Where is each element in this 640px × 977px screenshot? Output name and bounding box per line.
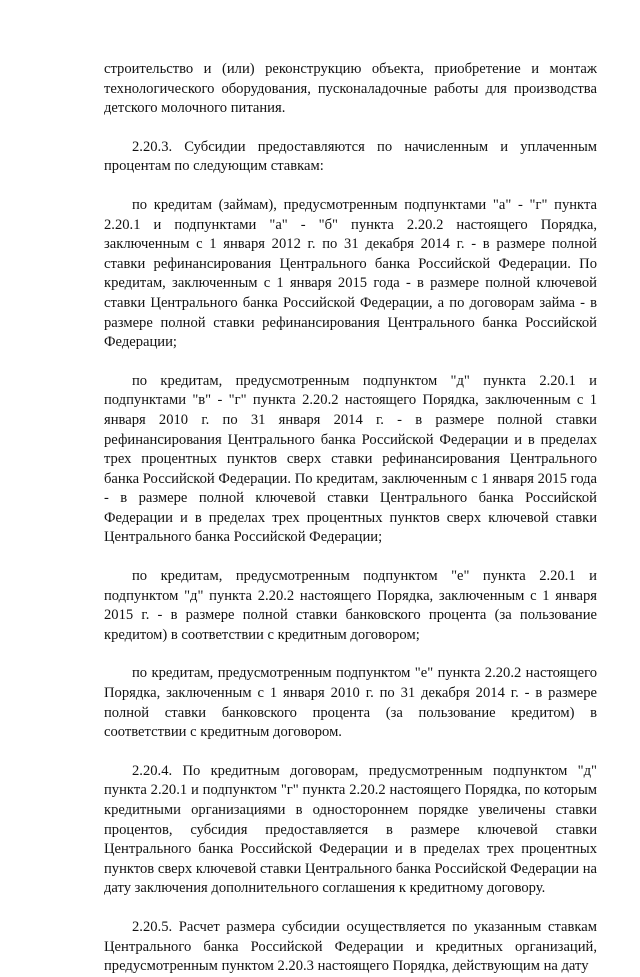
paragraph-2-20-5: 2.20.5. Расчет размера субсидии осуществляется по указанным ставкам Центрального банка Российской Федерации и кредитных организаций, предусмотренным пунктом 2.20.3 настоящего Порядка, действующим на дату [104, 918, 597, 975]
paragraph-rate-item-2: по кредитам, предусмотренным подпунктом "д" пункта 2.20.1 и подпунктами "в" - "г" пункта 2.20.2 настоящего Порядка, заключенным с 1 января 2010 г. по 31 января 2014 г. - в размере полной ставки рефинансирования Центрального банка Российской Федерации и в пределах трех процентных пунктов сверх ставки рефинансирования Центрального банка Российской Федерации. По кредитам, заключенным с 1 января 2015 года - в размере полной ключевой ставки Центрального банка Российской Федерации и в пределах трех процентных пунктов сверх ключевой ставки Центрального банка Российской Федерации; [104, 372, 597, 546]
paragraph-continuation: строительство и (или) реконструкцию объекта, приобретение и монтаж технологического оборудования, пусконаладочные работы для производства детского молочного питания. [104, 61, 597, 117]
paragraph-rate-item-1: по кредитам (займам), предусмотренным подпунктами "а" - "г" пункта 2.20.1 и подпунктами "а" - "б" пункта 2.20.2 настоящего Порядка, заключенным с 1 января 2012 г. по 31 декабря 2014 г. - в размере полной ставки рефинансирования Центрального банка Российской Федерации. По кредитам, заключенным с 1 января 2015 года - в размере полной ключевой ставки Центрального банка Российской Федерации, а по договорам займа - в размере полной ставки рефинансирования Центрального банка Российской Федерации; [104, 196, 597, 351]
document-page [104, 60, 597, 977]
paragraph-rate-item-4: по кредитам, предусмотренным подпунктом "е" пункта 2.20.2 настоящего Порядка, заключенным с 1 января 2010 г. по 31 декабря 2014 г. - в размере полной ставки банковского процента (за пользование кредитом) в соответствии с кредитным договором. [104, 665, 597, 741]
paragraph-2-20-3: 2.20.3. Субсидии предоставляются по начисленным и уплаченным процентам по следующим ставкам: [104, 138, 597, 175]
paragraph-rate-item-3: по кредитам, предусмотренным подпунктом "е" пункта 2.20.1 и подпунктом "д" пункта 2.20.2 настоящего Порядка, заключенным с 1 января 2015 г. - в размере полной ставки банковского процента (за пользование кредитом) в соответствии с кредитным договором; [104, 568, 597, 643]
paragraph-2-20-4: 2.20.4. По кредитным договорам, предусмотренным подпунктом "д" пункта 2.20.1 и подпунктом "г" пункта 2.20.2 настоящего Порядка, по которым кредитными организациями в одностороннем порядке увеличены ставки процентов, субсидия предоставляется в размере ключевой ставки Центрального банка Российской Федерации и в пределах трех процентных пунктов сверх ключевой ставки Центрального банка Российской Федерации на дату заключения дополнительного соглашения к кредитному договору. [104, 762, 597, 897]
